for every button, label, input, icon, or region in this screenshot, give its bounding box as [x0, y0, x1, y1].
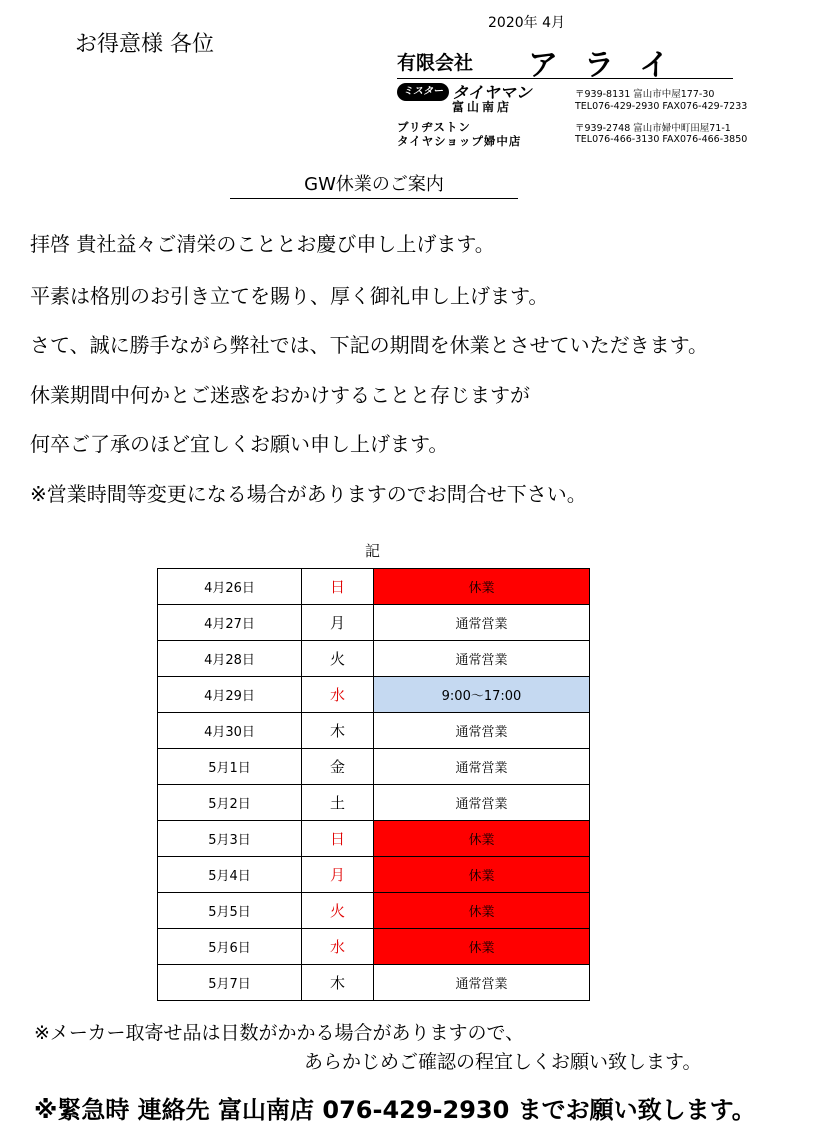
schedule-row — [158, 713, 590, 749]
schedule-row — [158, 965, 590, 1001]
schedule-status: 通常営業 — [374, 641, 590, 677]
schedule-status: 通常営業 — [374, 965, 590, 1001]
schedule-status: 休業 — [374, 857, 590, 893]
gw-schedule-table — [157, 568, 590, 1001]
schedule-weekday: 木 — [302, 713, 374, 749]
schedule-row — [158, 749, 590, 785]
schedule-date: 5月1日 — [158, 749, 302, 785]
schedule-status: 休業 — [374, 893, 590, 929]
schedule-row — [158, 893, 590, 929]
footnote-line-1: ※メーカー取寄せ品は日数がかかる場合がありますので、 — [34, 1022, 525, 1044]
schedule-status: 休業 — [374, 929, 590, 965]
schedule-date: 4月30日 — [158, 713, 302, 749]
branch2-name: タイヤショップ婦中店 — [397, 134, 522, 148]
branch1-phone: TEL076-429-2930 FAX076-429-7233 — [575, 101, 748, 112]
record-mark: 記 — [365, 542, 381, 560]
schedule-status: 休業 — [374, 821, 590, 857]
company-legal-prefix: 有限会社 — [397, 52, 474, 74]
schedule-row — [158, 785, 590, 821]
issue-date: 2020年 4月 — [488, 15, 565, 31]
schedule-date: 5月3日 — [158, 821, 302, 857]
body-line: さて、誠に勝手ながら弊社では、下記の期間を休業とさせていただきます。 — [30, 333, 708, 357]
schedule-date: 5月6日 — [158, 929, 302, 965]
schedule-weekday: 日 — [302, 821, 374, 857]
schedule-status: 休業 — [374, 569, 590, 605]
branch2-brand: ブリヂストン — [397, 120, 471, 134]
schedule-status: 通常営業 — [374, 605, 590, 641]
company-brand-logo: アライ — [528, 48, 696, 83]
schedule-date: 4月29日 — [158, 677, 302, 713]
schedule-weekday: 月 — [302, 857, 374, 893]
header-divider — [397, 78, 733, 79]
emergency-contact: ※緊急時 連絡先 富山南店 076-429-2930 までお願い致します。 — [34, 1096, 756, 1124]
schedule-weekday: 月 — [302, 605, 374, 641]
schedule-weekday: 火 — [302, 893, 374, 929]
schedule-date: 5月2日 — [158, 785, 302, 821]
mister-badge-logo: ミスター — [397, 83, 449, 101]
body-line: 拝啓 貴社益々ご清栄のこととお慶び申し上げます。 — [30, 232, 495, 256]
title-underline — [230, 198, 518, 199]
schedule-row — [158, 821, 590, 857]
schedule-row — [158, 605, 590, 641]
footnote-line-2: あらかじめご確認の程宜しくお願い致します。 — [304, 1051, 702, 1073]
schedule-row — [158, 569, 590, 605]
schedule-row — [158, 677, 590, 713]
schedule-status: 9:00～17:00 — [374, 677, 590, 713]
schedule-date: 4月27日 — [158, 605, 302, 641]
schedule-weekday: 火 — [302, 641, 374, 677]
body-line: 平素は格別のお引き立てを賜り、厚く御礼申し上げます。 — [30, 284, 549, 308]
schedule-date: 4月28日 — [158, 641, 302, 677]
branch1-address: 〒939-8131 富山市中屋177-30 — [575, 89, 715, 100]
schedule-date: 5月4日 — [158, 857, 302, 893]
body-line: 何卒ご了承のほど宜しくお願い申し上げます。 — [30, 432, 449, 456]
branch2-phone: TEL076-466-3130 FAX076-466-3850 — [575, 134, 748, 145]
schedule-weekday: 水 — [302, 929, 374, 965]
schedule-status: 通常営業 — [374, 785, 590, 821]
branch1-name: 富山南店 — [452, 100, 513, 114]
schedule-date: 5月5日 — [158, 893, 302, 929]
schedule-weekday: 金 — [302, 749, 374, 785]
schedule-status: 通常営業 — [374, 749, 590, 785]
body-line: 休業期間中何かとご迷惑をおかけすることと存じますが — [30, 383, 530, 407]
tireman-brand-logo: タイヤマン — [452, 83, 532, 102]
schedule-status: 通常営業 — [374, 713, 590, 749]
branch2-address: 〒939-2748 富山市婦中町田屋71-1 — [575, 123, 731, 134]
schedule-weekday: 木 — [302, 965, 374, 1001]
schedule-weekday: 土 — [302, 785, 374, 821]
notice-title: GW休業のご案内 — [304, 174, 444, 195]
schedule-date: 5月7日 — [158, 965, 302, 1001]
schedule-date: 4月26日 — [158, 569, 302, 605]
schedule-weekday: 日 — [302, 569, 374, 605]
schedule-row — [158, 857, 590, 893]
body-line: ※営業時間等変更になる場合がありますのでお問合せ下さい。 — [30, 482, 587, 506]
schedule-weekday: 水 — [302, 677, 374, 713]
schedule-row — [158, 641, 590, 677]
schedule-row — [158, 929, 590, 965]
addressee: お得意様 各位 — [75, 32, 214, 57]
